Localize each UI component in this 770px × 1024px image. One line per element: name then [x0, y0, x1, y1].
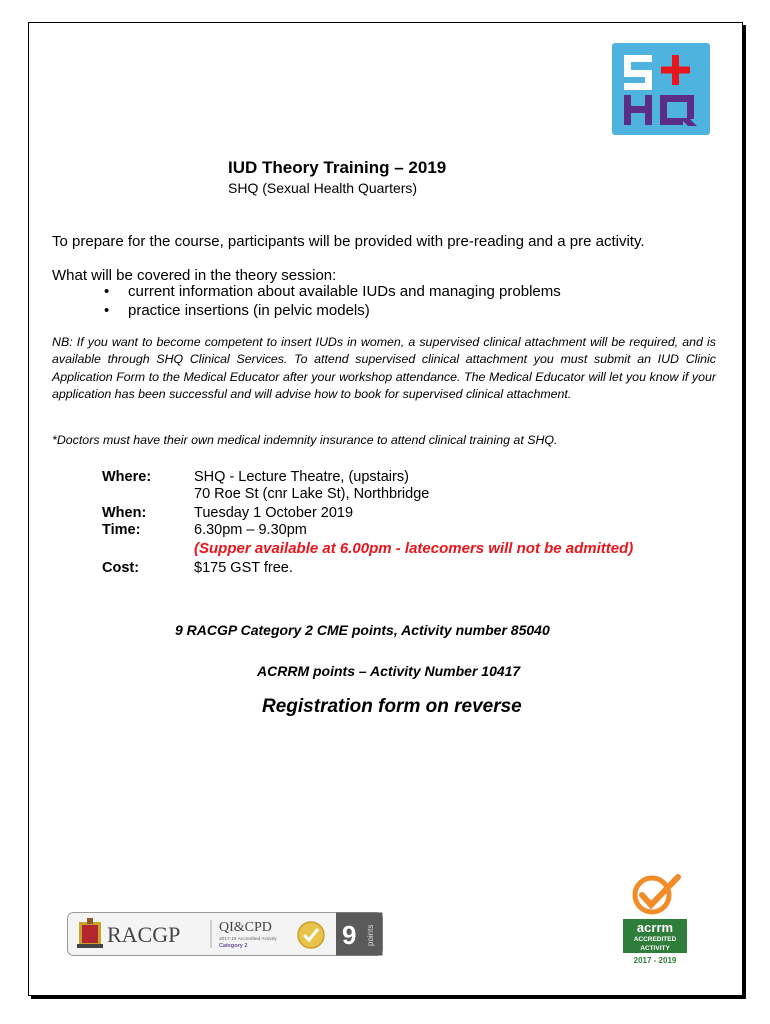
acrrm-points: ACRRM points – Activity Number 10417 — [257, 663, 521, 679]
time-value: 6.30pm – 9.30pm — [194, 522, 307, 538]
cme-points: 9 RACGP Category 2 CME points, Activity number 85040 — [175, 622, 550, 638]
racgp-category: Category 2 — [219, 943, 248, 949]
nb-paragraph: NB: If you want to become competent to insert IUDs in women, a supervised clinical attachment will be required, and is available through SHQ Clinical Services. To attend supervised clinical attachment you must submit an IUD Clinic Application Form to the Medical Educator after your workshop attendance. The Medical Educator will let you know if your application has been successful and will advise how to book for supervised clinical attachment. — [52, 335, 716, 402]
racgp-crest-icon — [77, 918, 103, 948]
page-subtitle: SHQ (Sexual Health Quarters) — [228, 180, 418, 196]
acrrm-badge-graphic — [618, 873, 696, 968]
racgp-badge-graphic — [67, 912, 383, 956]
supper-note: (Supper available at 6.00pm - latecomers will not be admitted) — [194, 540, 634, 557]
time-label: Time: — [102, 522, 141, 538]
shq-logo — [612, 43, 710, 135]
racgp-check-icon — [298, 922, 324, 948]
acrrm-badge — [618, 873, 696, 968]
cost-label: Cost: — [102, 560, 140, 576]
racgp-accredited: 2017-19 Accredited Activity — [219, 937, 277, 942]
racgp-name: RACGP — [107, 922, 181, 947]
where-value-line2: 70 Roe St (cnr Lake St), Northbridge — [194, 486, 430, 502]
registration-note: Registration form on reverse — [262, 696, 522, 717]
acrrm-name: acrrm — [636, 920, 674, 935]
page-title: IUD Theory Training – 2019 — [228, 158, 447, 177]
when-value: Tuesday 1 October 2019 — [194, 505, 354, 521]
racgp-qicpd: QI&CPD — [219, 920, 272, 935]
when-label: When: — [102, 505, 147, 521]
cost-value: $175 GST free. — [194, 560, 293, 576]
acrrm-check-icon — [635, 877, 678, 912]
acrrm-accredited: ACCREDITED — [633, 936, 677, 943]
shq-logo-graphic — [612, 43, 710, 135]
where-label: Where: — [102, 469, 152, 485]
intro-text: To prepare for the course, participants will be provided with pre-reading and a pre activity. — [52, 233, 645, 250]
where-value-line1: SHQ - Lecture Theatre, (upstairs) — [194, 469, 409, 485]
covered-list — [104, 282, 561, 320]
acrrm-activity: ACTIVITY — [640, 945, 670, 952]
page-shadow-bottom — [31, 996, 746, 999]
doctors-note: *Doctors must have their own medical indemnity insurance to attend clinical training at SHQ. — [52, 433, 558, 447]
racgp-badge — [67, 912, 383, 956]
racgp-points-number: 9 — [342, 920, 357, 950]
racgp-points-label: points — [366, 924, 375, 946]
list-item: • practice insertions (in pelvic models) — [104, 301, 561, 320]
acrrm-years: 2017 - 2019 — [633, 956, 677, 965]
covered-heading: What will be covered in the theory session: — [52, 267, 337, 284]
page-shadow-right — [743, 25, 746, 999]
list-item: • current information about available IUDs and managing problems — [104, 282, 561, 301]
